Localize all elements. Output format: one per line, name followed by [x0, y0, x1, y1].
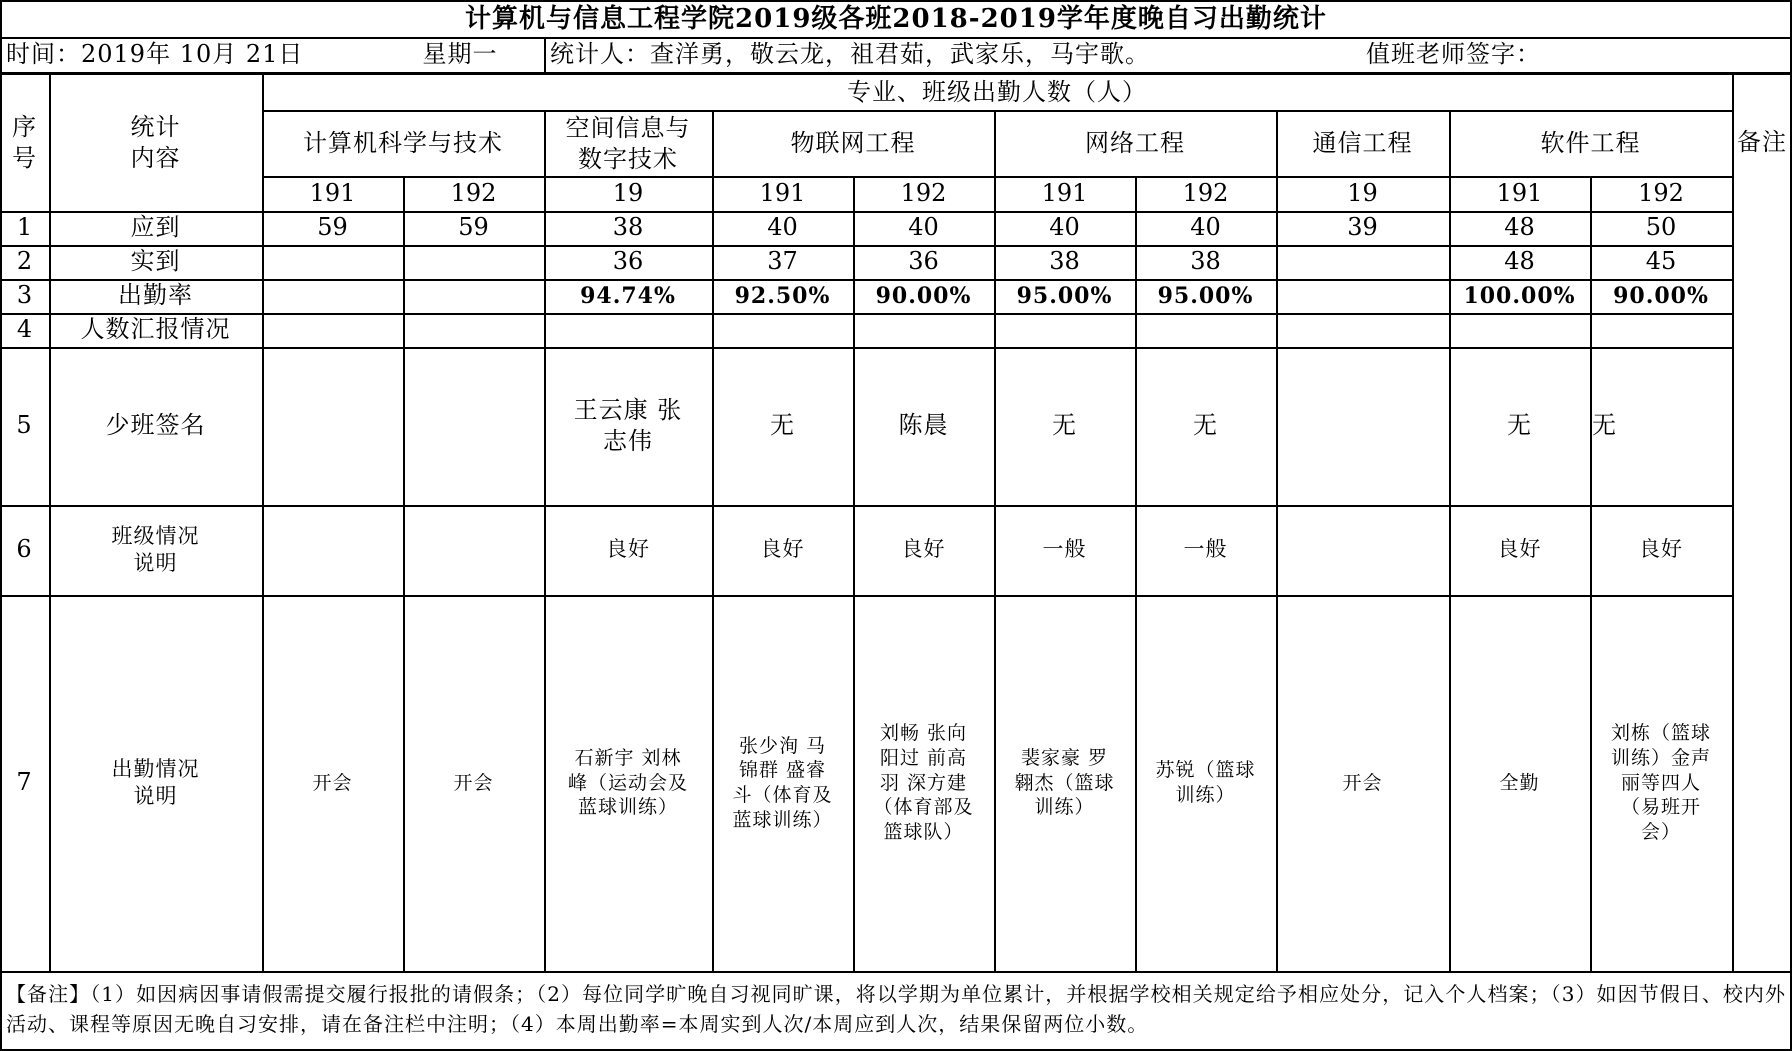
table-cell: 100.00%: [1463, 282, 1576, 309]
table-cell: [264, 245, 401, 279]
table-cell: 王云康 张 志伟: [573, 395, 683, 455]
row-label: 少班签名: [105, 411, 206, 440]
grid-line: [1732, 75, 1734, 971]
row-label: 应到: [130, 213, 181, 242]
grid-line: [1590, 177, 1592, 971]
table-cell: 无: [1592, 411, 1617, 440]
grid-line: [0, 0, 1792, 2]
table-cell: 59: [458, 213, 489, 242]
table-cell: 48: [1504, 247, 1535, 276]
row-label: 人数汇报情况: [80, 315, 231, 344]
footnote: 【备注】（1）如因病因事请假需提交履行报批的请假条；（2）每位同学旷晚自习视同旷课，将以学期为单位累计，并根据学校相关规定给予相应处分，记入个人档案；（3）如因节假日、校内外活动、课程等原因无晚自习安排，请在备注栏中注明；（4）本周出勤率=本周实到人次/本周应到人次，结果保留两位小数。: [6, 982, 1786, 1036]
class-header: 19: [612, 179, 644, 208]
row-seq: 7: [16, 768, 33, 797]
table-cell: 38: [612, 213, 644, 242]
table-cell: 刘畅 张向 阳过 前高 羽 深方建 （体育部及 篮球队）: [873, 722, 974, 844]
table-cell: 90.00%: [875, 282, 972, 309]
row-seq: 3: [16, 281, 33, 310]
table-cell: 良好: [1639, 537, 1683, 562]
grid-line: [1449, 177, 1451, 971]
grid-line: [0, 211, 1732, 213]
class-header: 19: [1347, 179, 1378, 208]
counters-label: 统计人：查洋勇，敬云龙，祖君茹，武家乐，马宇歌。: [550, 40, 1150, 69]
table-cell: 50: [1645, 213, 1677, 242]
class-header: 192: [900, 179, 947, 208]
table-cell: 36: [908, 247, 939, 276]
row-seq: 1: [16, 213, 33, 242]
table-cell: 裴家豪 罗 翱杰（篮球 训练）: [1014, 746, 1115, 819]
teacher-sign-label: 值班老师签字：: [1366, 40, 1541, 69]
row-label: 出勤情况 说明: [111, 756, 200, 808]
table-cell: 48: [1504, 213, 1535, 242]
weekday-label: 星期一: [422, 40, 498, 69]
row-label: 实到: [130, 247, 181, 276]
table-cell: 40: [1190, 213, 1221, 242]
content-header: 统计 内容: [130, 112, 181, 172]
grid-line: [853, 177, 855, 971]
table-cell: [264, 347, 401, 505]
table-cell: 92.50%: [734, 282, 831, 309]
table-cell: [1278, 313, 1447, 347]
table-cell: [1451, 313, 1588, 347]
table-cell: 良好: [606, 537, 650, 562]
grid-line: [0, 245, 1732, 247]
grid-line: [0, 37, 1792, 39]
table-cell: [714, 313, 851, 347]
table-cell: 59: [317, 213, 348, 242]
table-cell: 40: [1049, 213, 1080, 242]
grid-line: [0, 0, 2, 1051]
grid-line: [0, 347, 1732, 349]
table-cell: 45: [1645, 247, 1677, 276]
table-cell: 无: [1193, 411, 1218, 440]
grid-line: [994, 177, 996, 971]
sheet-title: 计算机与信息工程学院2019级各班2018-2019学年度晚自习出勤统计: [465, 4, 1327, 35]
table-cell: 良好: [901, 537, 946, 562]
remark-header: 备注: [1737, 128, 1787, 157]
row-label: 出勤率: [118, 281, 193, 310]
table-cell: 无: [770, 411, 795, 440]
table-cell: [855, 313, 992, 347]
table-cell: 良好: [760, 537, 805, 562]
table-cell: [1137, 313, 1274, 347]
table-cell: 开会: [1342, 771, 1383, 794]
table-cell: [405, 279, 542, 313]
table-cell: [996, 313, 1133, 347]
row-seq: 4: [16, 315, 33, 344]
grid-line: [712, 177, 714, 971]
grid-line: [49, 75, 51, 971]
table-cell: 开会: [312, 771, 353, 794]
table-cell: 全勤: [1499, 771, 1540, 794]
table-cell: 95.00%: [1016, 282, 1113, 309]
table-cell: [405, 347, 542, 505]
table-cell: 无: [1052, 411, 1077, 440]
date-label: 时间：2019年 10月 21日: [6, 40, 304, 69]
class-header: 192: [450, 179, 497, 208]
grid-line: [262, 176, 1732, 178]
grid-line: [0, 279, 1732, 281]
major-header: 物联网工程: [790, 129, 916, 158]
table-cell: [1278, 347, 1447, 505]
table-cell: [1278, 279, 1447, 313]
table-cell: [1278, 505, 1447, 595]
grid-line: [1449, 111, 1451, 177]
grid-line: [0, 595, 1732, 597]
table-cell: 39: [1347, 213, 1378, 242]
class-header: 191: [309, 179, 356, 208]
table-cell: 张少洵 马 锦群 盛睿 斗（体育及 蓝球训练）: [732, 734, 833, 831]
class-header: 191: [1496, 179, 1543, 208]
table-cell: [264, 313, 401, 347]
table-cell: 良好: [1497, 537, 1542, 562]
table-cell: 36: [612, 247, 644, 276]
seq-header: 序号: [12, 112, 37, 172]
table-cell: [405, 245, 542, 279]
grid-line: [262, 75, 264, 971]
class-header: 192: [1638, 179, 1684, 208]
row-seq: 2: [16, 247, 33, 276]
major-header: 网络工程: [1085, 129, 1185, 158]
grid-line: [0, 971, 1792, 973]
major-header: 通信工程: [1312, 129, 1413, 158]
row-label: 班级情况 说明: [111, 523, 200, 575]
table-cell: [405, 505, 542, 595]
grid-line: [1276, 111, 1278, 971]
table-cell: 石新宇 刘林 峰（运动会及 蓝球训练）: [567, 746, 688, 819]
table-cell: 40: [908, 213, 939, 242]
table-cell: [546, 313, 710, 347]
row-seq: 6: [16, 535, 33, 564]
table-cell: 苏锐（篮球 训练）: [1155, 759, 1256, 806]
table-cell: 一般: [1183, 537, 1228, 562]
grid-line: [0, 313, 1732, 315]
grid-line: [544, 111, 546, 177]
table-cell: [1278, 245, 1447, 279]
major-header: 计算机科学与技术: [303, 129, 503, 158]
grid-line: [1276, 111, 1278, 177]
table-cell: 陈晨: [898, 411, 949, 440]
grid-line: [403, 177, 405, 971]
major-header: 软件工程: [1540, 129, 1641, 158]
table-cell: 95.00%: [1157, 282, 1254, 309]
table-cell: 40: [767, 213, 798, 242]
grid-line: [994, 111, 996, 177]
class-header: 191: [759, 179, 806, 208]
table-cell: [405, 313, 542, 347]
group-header: 专业、班级出勤人数（人）: [847, 78, 1147, 107]
grid-line: [0, 505, 1732, 507]
grid-line: [544, 111, 546, 971]
table-cell: [1592, 313, 1730, 347]
grid-line: [544, 37, 546, 72]
table-cell: 无: [1507, 411, 1532, 440]
class-header: 192: [1182, 179, 1229, 208]
class-header: 191: [1041, 179, 1088, 208]
table-cell: 刘栋（篮球 训练）金声 丽等四人 （易班开 会）: [1610, 722, 1711, 844]
grid-line: [1135, 177, 1137, 971]
table-cell: 90.00%: [1613, 282, 1709, 309]
table-cell: 开会: [453, 771, 494, 794]
table-cell: 一般: [1042, 537, 1087, 562]
grid-line: [262, 110, 1732, 112]
table-cell: 38: [1190, 247, 1221, 276]
table-cell: 94.74%: [580, 282, 676, 309]
table-cell: 38: [1049, 247, 1080, 276]
grid-line: [0, 72, 1792, 75]
table-cell: [264, 279, 401, 313]
row-seq: 5: [16, 411, 33, 440]
table-cell: [264, 505, 401, 595]
major-header: 空间信息与 数字技术: [565, 113, 691, 173]
grid-line: [712, 111, 714, 177]
table-cell: 37: [767, 247, 798, 276]
